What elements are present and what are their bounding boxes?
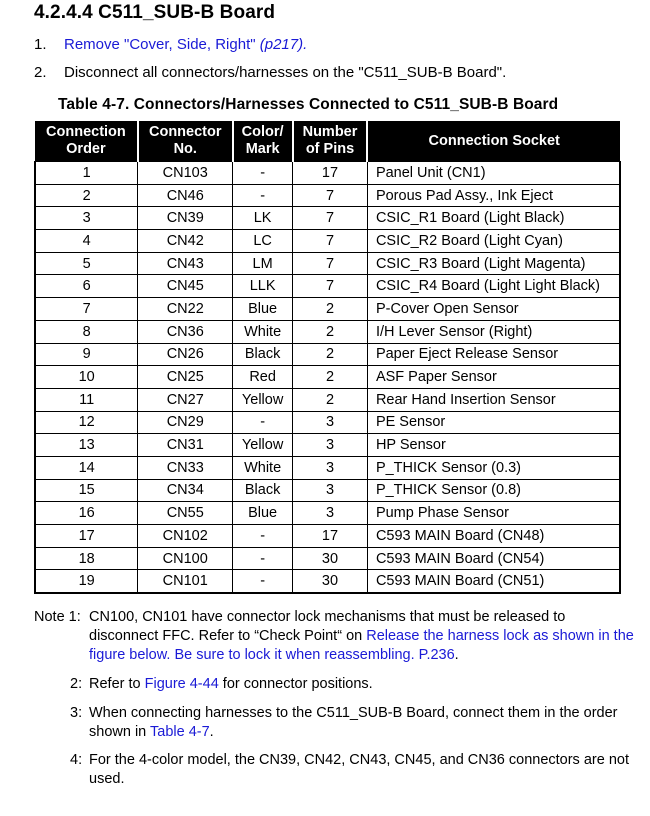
page-ref-link[interactable]: (p217). — [259, 36, 308, 53]
cell-connection-socket: Porous Pad Assy., Ink Eject — [367, 184, 620, 207]
cell-number-of-pins: 2 — [293, 388, 368, 411]
cell-connection-order: 17 — [35, 525, 138, 548]
cell-number-of-pins: 17 — [293, 162, 368, 185]
cell-connection-order: 16 — [35, 502, 138, 525]
cell-connector-no: CN46 — [138, 184, 233, 207]
cell-connection-socket: CSIC_R1 Board (Light Black) — [367, 207, 620, 230]
cell-connection-socket: Rear Hand Insertion Sensor — [367, 388, 620, 411]
note-2 — [70, 675, 630, 695]
cell-connector-no: CN22 — [138, 298, 233, 321]
step-number: 2. — [34, 64, 47, 81]
cell-color-mark: Yellow — [233, 388, 293, 411]
note-body: Refer to Figure 4-44 for connector positions. — [89, 676, 373, 692]
cell-connection-order: 18 — [35, 547, 138, 570]
note-body: When connecting harnesses to the C511_SUB-B Board, connect them in the order shown in Table 4-7. — [89, 705, 618, 740]
cell-connector-no: CN33 — [138, 456, 233, 479]
table-caption: Table 4-7. Connectors/Harnesses Connected to C511_SUB-B Board — [58, 96, 559, 113]
cell-connection-order: 14 — [35, 456, 138, 479]
cell-color-mark: - — [233, 525, 293, 548]
table-row — [35, 570, 620, 593]
header-number-of-pins: Number of Pins — [293, 121, 368, 162]
table-row — [35, 366, 620, 389]
cell-connection-socket: CSIC_R4 Board (Light Light Black) — [367, 275, 620, 298]
cell-number-of-pins: 3 — [293, 502, 368, 525]
cell-connection-socket: PE Sensor — [367, 411, 620, 434]
cell-connection-socket: I/H Lever Sensor (Right) — [367, 320, 620, 343]
cell-color-mark: Blue — [233, 502, 293, 525]
cell-connection-order: 4 — [35, 230, 138, 253]
cell-color-mark: Blue — [233, 298, 293, 321]
cell-connection-socket: C593 MAIN Board (CN48) — [367, 525, 620, 548]
cell-number-of-pins: 3 — [293, 434, 368, 457]
cell-number-of-pins: 7 — [293, 252, 368, 275]
cell-connection-socket: HP Sensor — [367, 434, 620, 457]
cell-connector-no: CN36 — [138, 320, 233, 343]
table-row — [35, 411, 620, 434]
step-1 — [34, 36, 307, 54]
step-number: 1. — [34, 36, 47, 53]
cell-number-of-pins: 7 — [293, 230, 368, 253]
cell-connection-socket: Pump Phase Sensor — [367, 502, 620, 525]
cell-color-mark: LC — [233, 230, 293, 253]
cell-color-mark: Yellow — [233, 434, 293, 457]
cell-color-mark: - — [233, 184, 293, 207]
cell-connector-no: CN43 — [138, 252, 233, 275]
cell-connection-order: 9 — [35, 343, 138, 366]
cell-connector-no: CN29 — [138, 411, 233, 434]
cell-connection-order: 15 — [35, 479, 138, 502]
cell-color-mark: Black — [233, 343, 293, 366]
cell-color-mark: - — [233, 547, 293, 570]
cell-color-mark: - — [233, 570, 293, 593]
header-connector-no: Connector No. — [138, 121, 233, 162]
cell-number-of-pins: 7 — [293, 275, 368, 298]
cell-number-of-pins: 2 — [293, 298, 368, 321]
cell-connection-socket: P-Cover Open Sensor — [367, 298, 620, 321]
cell-number-of-pins: 2 — [293, 343, 368, 366]
harness-lock-link[interactable]: Release the harness lock as shown in the figure below. Be sure to lock it when reassembling. P.236 — [89, 628, 634, 663]
header-connection-order: Connection Order — [35, 121, 138, 162]
cell-color-mark: LM — [233, 252, 293, 275]
table-row — [35, 525, 620, 548]
cell-connector-no: CN42 — [138, 230, 233, 253]
table-row — [35, 162, 620, 185]
figure-link[interactable]: Figure 4-44 — [144, 676, 219, 692]
cell-number-of-pins: 30 — [293, 547, 368, 570]
cell-number-of-pins: 2 — [293, 366, 368, 389]
cell-color-mark: Red — [233, 366, 293, 389]
table-row — [35, 343, 620, 366]
cell-number-of-pins: 2 — [293, 320, 368, 343]
note-1 — [34, 608, 634, 668]
cell-connection-socket: P_THICK Sensor (0.3) — [367, 456, 620, 479]
note-body: For the 4-color model, the CN39, CN42, CN43, CN45, and CN36 connectors are not used. — [89, 752, 629, 787]
table-row — [35, 184, 620, 207]
connectors-table — [34, 121, 621, 594]
table-body — [35, 162, 620, 594]
cell-connector-no: CN55 — [138, 502, 233, 525]
table-row — [35, 434, 620, 457]
cell-number-of-pins: 17 — [293, 525, 368, 548]
note-label: 2: — [70, 676, 83, 692]
step-2 — [34, 64, 506, 82]
cell-connector-no: CN102 — [138, 525, 233, 548]
cell-color-mark: - — [233, 411, 293, 434]
step-text: Disconnect all connectors/harnesses on the "C511_SUB-B Board". — [64, 64, 507, 81]
header-color-mark: Color/ Mark — [233, 121, 293, 162]
cell-color-mark: White — [233, 456, 293, 479]
cell-number-of-pins: 7 — [293, 184, 368, 207]
cell-color-mark: White — [233, 320, 293, 343]
note-3 — [70, 704, 630, 744]
table-row — [35, 547, 620, 570]
cell-connection-socket: Paper Eject Release Sensor — [367, 343, 620, 366]
note-4 — [70, 751, 630, 791]
cell-connector-no: CN45 — [138, 275, 233, 298]
cell-connection-order: 11 — [35, 388, 138, 411]
cell-connection-socket: ASF Paper Sensor — [367, 366, 620, 389]
table-row — [35, 275, 620, 298]
note-body: CN100, CN101 have connector lock mechanisms that must be released to disconnect FFC. Refer to “Check Point“ on Release the harness lock as shown in the figure below. Be sure to lock it when reassembling. P.236. — [89, 609, 634, 663]
cell-connection-socket: C593 MAIN Board (CN51) — [367, 570, 620, 593]
cell-connector-no: CN27 — [138, 388, 233, 411]
cell-number-of-pins: 3 — [293, 479, 368, 502]
cell-connection-order: 13 — [35, 434, 138, 457]
table-row — [35, 230, 620, 253]
cell-connection-socket: C593 MAIN Board (CN54) — [367, 547, 620, 570]
table-row — [35, 252, 620, 275]
cell-connection-order: 6 — [35, 275, 138, 298]
cell-connector-no: CN25 — [138, 366, 233, 389]
table-row — [35, 207, 620, 230]
cell-number-of-pins: 30 — [293, 570, 368, 593]
cell-connection-socket: CSIC_R2 Board (Light Cyan) — [367, 230, 620, 253]
cell-connector-no: CN100 — [138, 547, 233, 570]
cell-connection-order: 5 — [35, 252, 138, 275]
note-label: Note 1: — [34, 609, 81, 625]
cell-color-mark: Black — [233, 479, 293, 502]
cell-connection-order: 3 — [35, 207, 138, 230]
table-row — [35, 479, 620, 502]
cell-connection-order: 8 — [35, 320, 138, 343]
table-link[interactable]: Table 4-7 — [150, 724, 210, 740]
cell-color-mark: - — [233, 162, 293, 185]
cell-number-of-pins: 3 — [293, 411, 368, 434]
table-header-row — [35, 121, 620, 162]
cell-connection-socket: CSIC_R3 Board (Light Magenta) — [367, 252, 620, 275]
note-label: 3: — [70, 705, 83, 721]
cell-connection-order: 2 — [35, 184, 138, 207]
cell-connector-no: CN34 — [138, 479, 233, 502]
cell-connection-order: 10 — [35, 366, 138, 389]
cell-number-of-pins: 7 — [293, 207, 368, 230]
table-row — [35, 320, 620, 343]
cell-connector-no: CN101 — [138, 570, 233, 593]
section-heading: 4.2.4.4 C511_SUB-B Board — [34, 2, 276, 23]
table-row — [35, 502, 620, 525]
table-row — [35, 388, 620, 411]
cell-connection-order: 1 — [35, 162, 138, 185]
cell-connection-order: 12 — [35, 411, 138, 434]
cell-connection-socket: Panel Unit (CN1) — [367, 162, 620, 185]
cell-connector-no: CN103 — [138, 162, 233, 185]
header-connection-socket: Connection Socket — [367, 121, 620, 162]
cell-connector-no: CN39 — [138, 207, 233, 230]
cell-connection-order: 7 — [35, 298, 138, 321]
cell-number-of-pins: 3 — [293, 456, 368, 479]
remove-cover-link[interactable]: Remove "Cover, Side, Right" — [64, 36, 256, 53]
note-label: 4: — [70, 752, 83, 768]
cell-connection-order: 19 — [35, 570, 138, 593]
table-row — [35, 298, 620, 321]
cell-color-mark: LK — [233, 207, 293, 230]
table-row — [35, 456, 620, 479]
cell-connection-socket: P_THICK Sensor (0.8) — [367, 479, 620, 502]
cell-color-mark: LLK — [233, 275, 293, 298]
cell-connector-no: CN26 — [138, 343, 233, 366]
cell-connector-no: CN31 — [138, 434, 233, 457]
